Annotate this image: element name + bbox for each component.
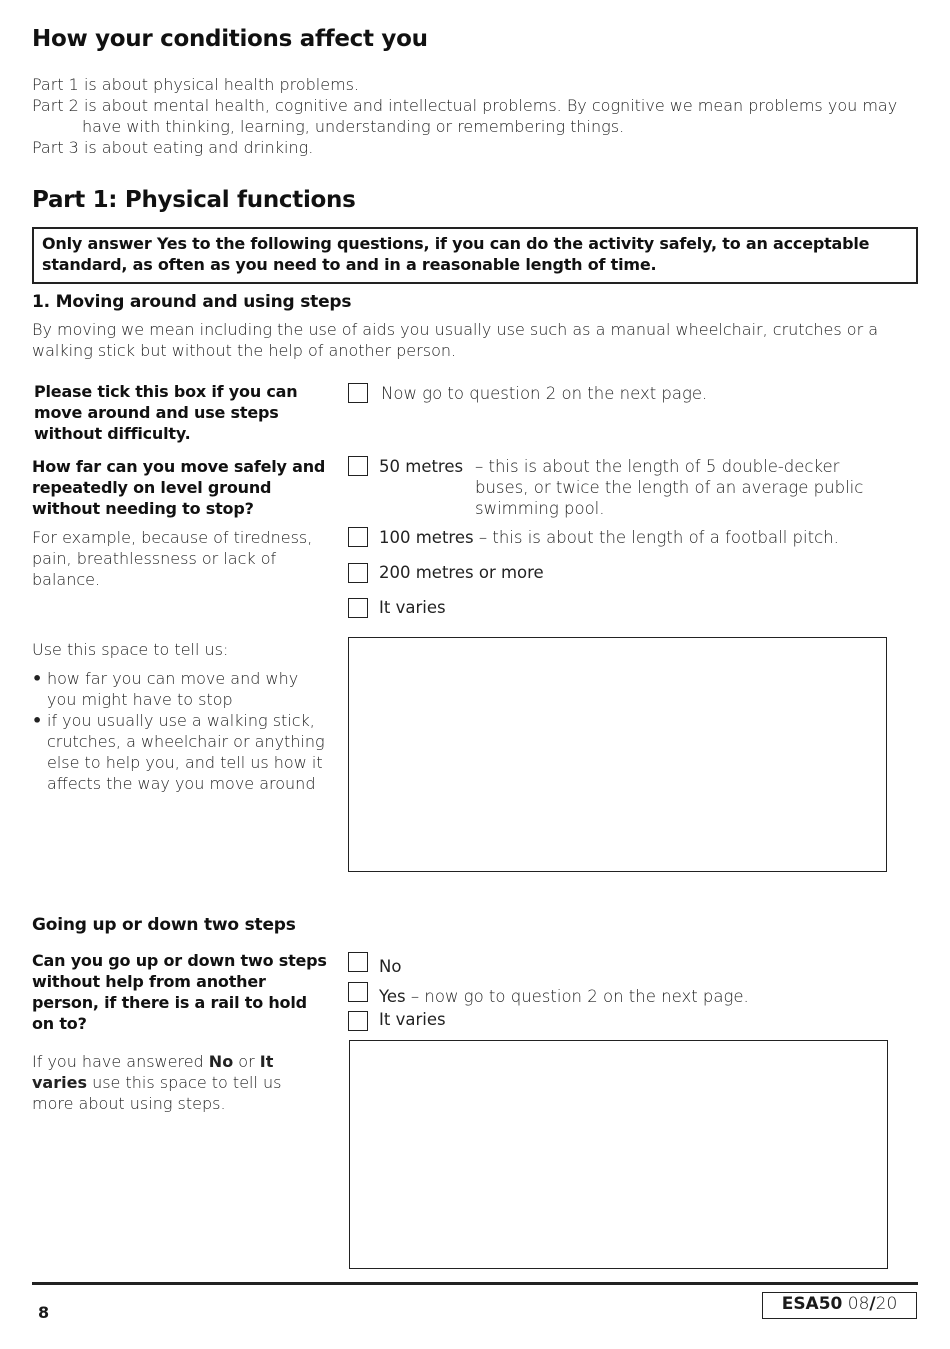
steps-question: Can you go up or down two steps without help from another person, if there is a rail to hold on to? bbox=[32, 951, 327, 1033]
no-difficulty-option: Now go to question 2 on the next page. bbox=[381, 384, 708, 403]
moving-space-bullets bbox=[32, 668, 327, 794]
option-100-metres: 100 metres – this is about the length of a football pitch. bbox=[379, 528, 839, 547]
option-steps-no: No bbox=[379, 957, 402, 976]
part1-title: Part 1: Physical functions bbox=[32, 187, 356, 213]
checkbox-steps-yes[interactable] bbox=[348, 982, 368, 1002]
option-50-metres: 50 metres – this is about the length of 5 double-decker buses, or twice the length of an average public swimming pool. bbox=[379, 457, 864, 518]
bullet-item: • if you usually use a walking stick, crutches, a wheelchair or anything else to help you, and tell us how it affects the way you move around bbox=[32, 710, 327, 794]
checkbox-steps-varies[interactable] bbox=[348, 1011, 368, 1031]
parts-item-1: Part 1 is about physical health problems. bbox=[32, 75, 360, 94]
no-difficulty-question: Please tick this box if you can move around and use steps without difficulty. bbox=[34, 382, 298, 443]
distance-example: For example, because of tiredness, pain, breathlessness or lack of balance. bbox=[32, 528, 313, 589]
parts-item-2: Part 2 is about mental health, cognitive and intellectual problems. By cognitive we mean problems you may have with thinking, learning, understanding or remembering things. bbox=[32, 96, 898, 136]
option-200-metres: 200 metres or more bbox=[379, 563, 544, 582]
distance-question: How far can you move safely and repeatedly on level ground without needing to stop? bbox=[32, 457, 326, 518]
steps-space-intro: If you have answered No or It varies use this space to tell us more about using steps. bbox=[32, 1052, 282, 1113]
notice-box: Only answer Yes to the following questions, if you can do the activity safely, to an acceptable standard, as often as you need to and in a reasonable length of time. bbox=[32, 227, 918, 284]
parts-item-3: Part 3 is about eating and drinking. bbox=[32, 138, 314, 157]
moving-space-intro: Use this space to tell us: bbox=[32, 640, 229, 659]
option-steps-varies: It varies bbox=[379, 1010, 446, 1029]
footer-rule bbox=[32, 1282, 918, 1285]
steps-textarea[interactable] bbox=[349, 1040, 888, 1269]
bullet-item: • how far you can move and why you might have to stop bbox=[32, 668, 327, 710]
page-number: 8 bbox=[38, 1303, 50, 1322]
moving-around-textarea[interactable] bbox=[348, 637, 887, 872]
checkbox-steps-no[interactable] bbox=[348, 952, 368, 972]
checkbox-50-metres[interactable] bbox=[348, 456, 368, 476]
q1-intro: By moving we mean including the use of aids you usually use such as a manual wheelchair, crutches or a walking stick but without the help of another person. bbox=[32, 320, 879, 360]
option-distance-varies: It varies bbox=[379, 598, 446, 617]
checkbox-200-metres[interactable] bbox=[348, 563, 368, 583]
steps-heading: Going up or down two steps bbox=[32, 915, 296, 935]
checkbox-distance-varies[interactable] bbox=[348, 598, 368, 618]
parts-list bbox=[32, 74, 912, 158]
no-difficulty-checkbox[interactable] bbox=[348, 383, 368, 403]
checkbox-100-metres[interactable] bbox=[348, 527, 368, 547]
page-title: How your conditions affect you bbox=[32, 26, 428, 52]
option-steps-yes: Yes – now go to question 2 on the next page. bbox=[379, 987, 749, 1006]
form-code-badge: ESA50 08/20 bbox=[762, 1292, 917, 1319]
q1-heading: 1. Moving around and using steps bbox=[32, 292, 352, 312]
